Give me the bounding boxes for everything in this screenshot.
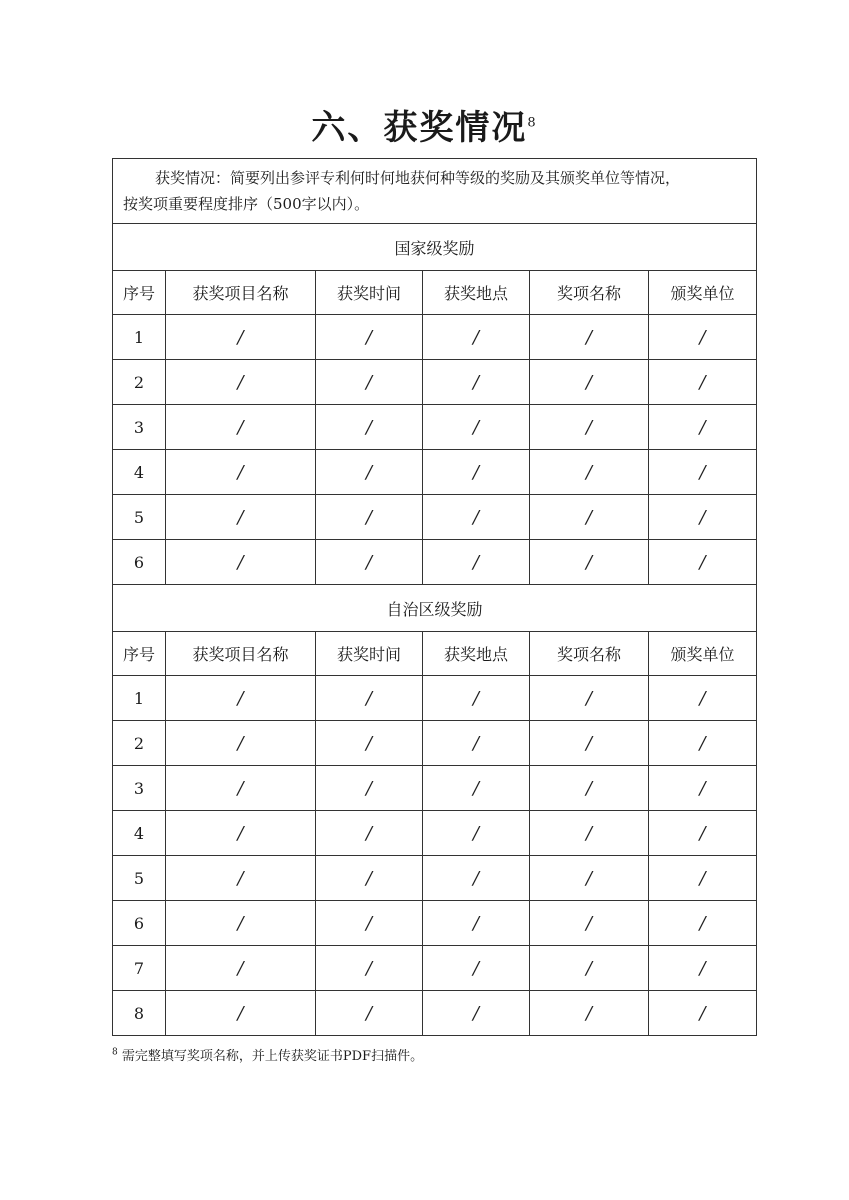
cell-seq: 1 [113, 676, 166, 721]
cell-issuer [649, 495, 757, 540]
cell-award-place [423, 676, 530, 721]
cell-award-name [530, 991, 649, 1036]
awards-table [112, 158, 757, 1036]
footnote-text: 需完整填写奖项名称，并上传获奖证书PDF扫描件。 [121, 1049, 424, 1064]
cell-seq: 8 [113, 991, 166, 1036]
cell-award-place [423, 495, 530, 540]
header-project-name: 获奖项目名称 [166, 271, 316, 315]
cell-award-name [530, 450, 649, 495]
cell-award-name [530, 901, 649, 946]
cell-seq: 5 [113, 495, 166, 540]
intro-row [113, 159, 757, 224]
empty-value: / [585, 326, 593, 348]
empty-value: / [237, 461, 244, 483]
empty-value: / [237, 506, 244, 528]
cell-award-place [423, 856, 530, 901]
cell-award-place [423, 315, 530, 360]
cell-seq: 3 [113, 405, 166, 450]
empty-value: / [585, 416, 593, 438]
empty-value: / [699, 371, 706, 393]
cell-award-time [316, 450, 423, 495]
empty-value: / [585, 957, 593, 979]
table-row [113, 676, 757, 721]
cell-award-name [530, 540, 649, 585]
cell-seq: 4 [113, 450, 166, 495]
empty-value: / [585, 687, 593, 709]
cell-award-place [423, 991, 530, 1036]
cell-award-time [316, 721, 423, 766]
empty-value: / [365, 912, 373, 934]
cell-seq: 4 [113, 811, 166, 856]
header-award-name: 奖项名称 [530, 271, 649, 315]
empty-value: / [237, 732, 244, 754]
empty-value: / [237, 371, 244, 393]
empty-value: / [237, 551, 244, 573]
empty-value: / [472, 732, 480, 754]
table-row [113, 811, 757, 856]
header-project-name: 获奖项目名称 [166, 632, 316, 676]
empty-value: / [472, 687, 480, 709]
empty-value: / [237, 822, 244, 844]
empty-value: / [365, 551, 373, 573]
cell-issuer [649, 766, 757, 811]
cell-issuer [649, 901, 757, 946]
cell-award-name [530, 405, 649, 450]
intro-line-1: 获奖情况：简要列出参评专利何时何地获何种等级的奖励及其颁奖单位等情况， [155, 169, 681, 187]
cell-award-time [316, 901, 423, 946]
empty-value: / [585, 822, 593, 844]
cell-award-time [316, 676, 423, 721]
section-title: 自治区级奖励 [113, 585, 757, 632]
empty-value: / [699, 822, 706, 844]
table-row [113, 721, 757, 766]
empty-value: / [699, 867, 706, 889]
intro-line-2: 按奖项重要程度排序（500字以内）。 [123, 195, 370, 213]
empty-value: / [699, 1002, 706, 1024]
cell-issuer [649, 540, 757, 585]
cell-seq: 5 [113, 856, 166, 901]
table-row [113, 946, 757, 991]
cell-award-place [423, 946, 530, 991]
empty-value: / [365, 732, 373, 754]
table-row [113, 991, 757, 1036]
header-seq: 序号 [113, 632, 166, 676]
cell-project-name [166, 315, 316, 360]
cell-issuer [649, 811, 757, 856]
empty-value: / [237, 957, 244, 979]
empty-value: / [365, 326, 373, 348]
empty-value: / [365, 822, 373, 844]
cell-issuer [649, 450, 757, 495]
empty-value: / [472, 777, 480, 799]
cell-issuer [649, 315, 757, 360]
empty-value: / [237, 912, 244, 934]
empty-value: / [699, 461, 706, 483]
empty-value: / [699, 416, 706, 438]
cell-award-time [316, 991, 423, 1036]
footnote-mark: 8 [112, 1047, 118, 1058]
cell-award-name [530, 766, 649, 811]
cell-award-place [423, 360, 530, 405]
cell-award-time [316, 766, 423, 811]
cell-award-place [423, 450, 530, 495]
table-row [113, 856, 757, 901]
cell-issuer [649, 360, 757, 405]
empty-value: / [472, 1002, 480, 1024]
empty-value: / [585, 867, 593, 889]
cell-issuer [649, 676, 757, 721]
empty-value: / [585, 1002, 593, 1024]
table-row [113, 901, 757, 946]
cell-project-name [166, 450, 316, 495]
empty-value: / [585, 777, 593, 799]
empty-value: / [472, 551, 480, 573]
cell-project-name [166, 360, 316, 405]
table-row [113, 315, 757, 360]
awards-table-body [113, 159, 757, 1036]
empty-value: / [585, 461, 593, 483]
cell-issuer [649, 946, 757, 991]
section-title-row [113, 224, 757, 271]
cell-award-place [423, 721, 530, 766]
empty-value: / [472, 461, 480, 483]
empty-value: / [472, 912, 480, 934]
cell-award-name [530, 315, 649, 360]
cell-award-place [423, 811, 530, 856]
empty-value: / [237, 687, 244, 709]
cell-award-time [316, 540, 423, 585]
table-row [113, 766, 757, 811]
empty-value: / [699, 326, 706, 348]
empty-value: / [365, 416, 373, 438]
empty-value: / [237, 1002, 244, 1024]
empty-value: / [365, 506, 373, 528]
empty-value: / [365, 957, 373, 979]
cell-seq: 2 [113, 360, 166, 405]
column-header-row [113, 271, 757, 315]
cell-project-name [166, 991, 316, 1036]
empty-value: / [365, 867, 373, 889]
table-row [113, 540, 757, 585]
footnote [112, 1045, 423, 1064]
cell-issuer [649, 721, 757, 766]
cell-seq: 1 [113, 315, 166, 360]
empty-value: / [585, 506, 593, 528]
empty-value: / [585, 912, 593, 934]
cell-award-place [423, 540, 530, 585]
cell-award-time [316, 856, 423, 901]
cell-project-name [166, 946, 316, 991]
cell-award-name [530, 856, 649, 901]
empty-value: / [699, 912, 706, 934]
section-title-row [113, 585, 757, 632]
cell-award-name [530, 495, 649, 540]
empty-value: / [585, 551, 593, 573]
cell-award-place [423, 766, 530, 811]
cell-issuer [649, 856, 757, 901]
cell-project-name [166, 721, 316, 766]
empty-value: / [699, 551, 706, 573]
empty-value: / [472, 822, 480, 844]
cell-seq: 7 [113, 946, 166, 991]
empty-value: / [365, 461, 373, 483]
empty-value: / [472, 416, 480, 438]
header-award-time: 获奖时间 [316, 271, 423, 315]
column-header-row [113, 632, 757, 676]
cell-project-name [166, 540, 316, 585]
empty-value: / [472, 867, 480, 889]
table-row [113, 495, 757, 540]
empty-value: / [365, 1002, 373, 1024]
header-award-name: 奖项名称 [530, 632, 649, 676]
empty-value: / [237, 777, 244, 799]
header-issuer: 颁奖单位 [649, 632, 757, 676]
cell-award-time [316, 315, 423, 360]
header-award-time: 获奖时间 [316, 632, 423, 676]
cell-award-name [530, 946, 649, 991]
empty-value: / [365, 687, 373, 709]
empty-value: / [699, 732, 706, 754]
empty-value: / [472, 957, 480, 979]
empty-value: / [237, 326, 244, 348]
empty-value: / [699, 506, 706, 528]
cell-award-name [530, 811, 649, 856]
empty-value: / [585, 732, 593, 754]
cell-award-name [530, 676, 649, 721]
table-row [113, 405, 757, 450]
empty-value: / [472, 506, 480, 528]
section-title: 国家级奖励 [113, 224, 757, 271]
cell-award-time [316, 495, 423, 540]
cell-award-time [316, 360, 423, 405]
header-issuer: 颁奖单位 [649, 271, 757, 315]
table-row [113, 360, 757, 405]
table-row [113, 450, 757, 495]
header-award-place: 获奖地点 [423, 271, 530, 315]
empty-value: / [585, 371, 593, 393]
cell-award-time [316, 811, 423, 856]
empty-value: / [472, 326, 480, 348]
page-title-text: 六、获奖情况 [311, 108, 528, 148]
empty-value: / [365, 777, 373, 799]
cell-award-place [423, 901, 530, 946]
cell-project-name [166, 495, 316, 540]
empty-value: / [699, 687, 706, 709]
title-footnote-mark: 8 [527, 115, 538, 131]
cell-project-name [166, 856, 316, 901]
empty-value: / [472, 371, 480, 393]
cell-project-name [166, 901, 316, 946]
cell-award-name [530, 721, 649, 766]
cell-project-name [166, 811, 316, 856]
cell-award-time [316, 405, 423, 450]
cell-project-name [166, 405, 316, 450]
empty-value: / [699, 957, 706, 979]
cell-issuer [649, 991, 757, 1036]
empty-value: / [237, 416, 244, 438]
cell-award-time [316, 946, 423, 991]
empty-value: / [699, 777, 706, 799]
cell-project-name [166, 676, 316, 721]
header-seq: 序号 [113, 271, 166, 315]
empty-value: / [237, 867, 244, 889]
cell-issuer [649, 405, 757, 450]
cell-award-name [530, 360, 649, 405]
cell-project-name [166, 766, 316, 811]
cell-seq: 6 [113, 901, 166, 946]
page-title [0, 100, 849, 149]
cell-seq: 6 [113, 540, 166, 585]
cell-seq: 2 [113, 721, 166, 766]
cell-seq: 3 [113, 766, 166, 811]
header-award-place: 获奖地点 [423, 632, 530, 676]
empty-value: / [365, 371, 373, 393]
cell-award-place [423, 405, 530, 450]
intro-cell [113, 159, 757, 224]
